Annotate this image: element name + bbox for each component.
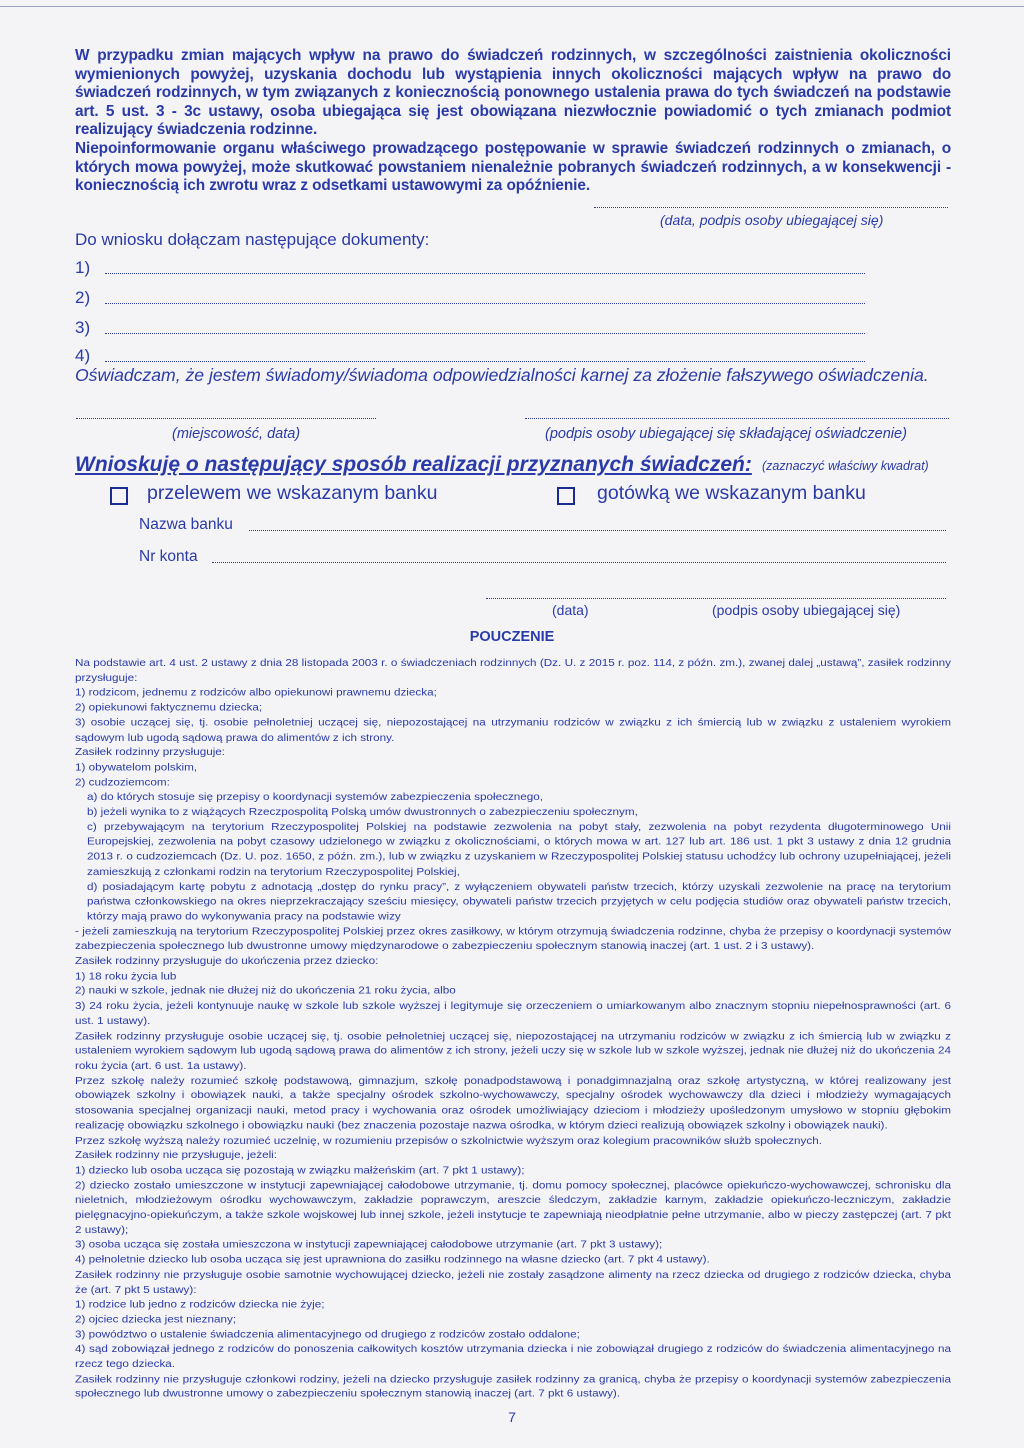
instruction-line: 3) osobie uczącej się, tj. osobie pełnoletniej uczącej się, niepozostającej na utrzymaniu rodziców w związku z ich śmiercią lub w związku z ustaleniem wyrokiem sądowym lub ugodą sądową prawa do alimentów z ich strony. xyxy=(75,716,951,744)
payment-sign-caption: (podpis osoby ubiegającej się) xyxy=(712,602,901,618)
instruction-line: 1) rodzice lub jedno z rodziców dziecka nie żyje; xyxy=(75,1298,325,1311)
instruction-line: 2) opiekunowi faktycznemu dziecka; xyxy=(75,701,263,714)
document-field-1[interactable] xyxy=(105,273,865,274)
signature-line-1[interactable] xyxy=(594,207,948,208)
instruction-line: d) posiadającym kartę pobytu z adnotacją „dostęp do rynku pracy”, z wyłączeniem obywateli państw trzecich, którzy uzyskali zezwolenie na pracę na terytorium państwa członkowskiego na okres nieprzekraczający sześciu miesięcy, obywateli państw trzecich przyjętych w celu podjęcia studiów oraz obywateli państw trzecich, którzy mają prawo do wykonywania pracy na podstawie wizy xyxy=(87,880,951,923)
top-rule xyxy=(0,6,1024,7)
instruction-line: Zasiłek rodzinny przysługuje osobie uczącej się, tj. osobie pełnoletniej uczącej się, niepozostającej na utrzymaniu rodziców w związku z ich śmiercią lub w związku z ustaleniem wyrokiem sądowym lub ugodą sądową prawa do alimentów z ich strony, jeżeli uczy się w szkole lub w szkole wyższej, jednak nie dłużej niż do ukończenia 24 roku życia (art. 6 ust. 1a ustawy). xyxy=(75,1029,951,1072)
instruction-line: Na podstawie art. 4 ust. 2 ustawy z dnia 28 listopada 2003 r. o świadczeniach rodzinnych (Dz. U. z 2015 r. poz. 114, z późn. zm.), zwanej dalej „ustawą”, zasiłek rodzinny przysługuje: xyxy=(75,656,951,684)
payment-date-caption: (data) xyxy=(552,602,589,618)
payment-note: (zaznaczyć właściwy kwadrat) xyxy=(762,459,929,473)
cash-option-label: gotówką we wskazanym banku xyxy=(597,482,866,504)
instruction-line: 1) obywatelom polskim, xyxy=(75,761,198,773)
payment-heading: Wnioskuję o następujący sposób realizacji przyznanych świadczeń: xyxy=(75,453,752,476)
instruction-line: 3) 24 roku życia, jeżeli kontynuuje naukę w szkole lub szkole wyższej i legitymuje się orzeczeniem o umiarkowanym albo znacznym stopniu niepełnosprawności (art. 6 ust. 1 ustawy). xyxy=(75,1000,951,1027)
declarant-signature-line[interactable] xyxy=(525,418,949,419)
instruction-line: Przez szkołę należy rozumieć szkołę podstawową, gimnazjum, szkołę ponadpodstawową i ponadgimnazjalną oraz szkołę artystyczną, w której realizowany jest obowiązek szkolny i obowiązek nauki, a także specjalny ośrodek szkolno-wychowawczy, specjalny ośrodek wychowawczy dla dzieci i młodzieży wymagających stosowania specjalnej organizacji nauki, metod pracy i wychowania oraz ośrodek umożliwiający dzieciom i młodzieży upośledzonym umysłowo w stopniu głębokim realizację obowiązku szkolnego i obowiązku nauki (bez znaczenia pozostaje nazwa ośrodka, w którym dzieci realizują obowiązek szkolny i obowiązek nauki). xyxy=(75,1074,951,1132)
instruction-line: b) jeżeli wynika to z wiążących Rzeczpospolitą Polską umów dwustronnych o zabezpieczeniu społecznym, xyxy=(87,806,638,818)
instruction-text xyxy=(75,656,951,1402)
page-number: 7 xyxy=(508,1409,516,1425)
instruction-line: 3) osoba ucząca się została umieszczona w instytucji zapewniającej całodobowe utrzymanie (art. 7 pkt 3 ustawy); xyxy=(75,1238,663,1251)
place-date-caption: (miejscowość, data) xyxy=(172,426,301,442)
bank-name-field[interactable] xyxy=(249,530,946,531)
instruction-line: 2) dziecko zostało umieszczone w instytucji zapewniającej całodobowe utrzymanie, tj. domu pomocy społecznej, placówce opiekuńczo-wychowawczej, schronisku dla nieletnich, młodzieżowym ośrodku wychowawczym, zakładzie poprawczym, areszcie śledczym, zakładzie karnym, zakładzie opiekuńczo-leczniczym, zakładzie pielęgnacyjno-opiekuńczym, a także szkole wojskowej lub innej szkole, jeżeli instytucje te zapewniają nieodpłatnie pełne utrzymanie, albo w pieczy zastępczej (art. 7 pkt 2 ustawy); xyxy=(75,1179,951,1236)
document-field-3[interactable] xyxy=(105,333,865,334)
instruction-line: 2) nauki w szkole, jednak nie dłużej niż do ukończenia 21 roku życia, albo xyxy=(75,985,456,997)
instruction-line: 1) 18 roku życia lub xyxy=(75,970,177,982)
instruction-line: Zasiłek rodzinny przysługuje: xyxy=(75,746,226,759)
document-field-2[interactable] xyxy=(105,303,865,304)
instruction-line: Zasiłek rodzinny nie przysługuje osobie samotnie wychowującej dziecko, jeżeli nie zostały zasądzone alimenty na rzecz dziecka od drugiego z rodziców dziecka, chyba że (art. 7 pkt 5 ustawy): xyxy=(75,1268,951,1296)
instruction-line: c) przebywającym na terytorium Rzeczypospolitej Polskiej na podstawie zezwolenia na pobyt stały, zezwolenia na pobyt rezydenta długoterminowego Unii Europejskiej, zezwolenia na pobyt czasowy udzielonego w związku z okolicznościami, o których mowa w art. 127 lub art. 186 ust. 1 pkt 3 ustawy z dnia 12 grudnia 2013 r. o cudzoziemcach (Dz. U. poz. 1650, z późn. zm.), lub w związku z uzyskaniem w Rzeczypospolitej Polskiej statusu uchodźcy lub ochrony uzupełniającej, jeżeli zamieszkują z członkami rodzin na terytorium Rzeczypospolitej Polskiej, xyxy=(87,821,951,878)
account-field[interactable] xyxy=(212,562,946,563)
instruction-line: Zasiłek rodzinny przysługuje do ukończenia przez dziecko: xyxy=(75,955,379,967)
instruction-line: 4) pełnoletnie dziecko lub osoba ucząca się jest uprawniona do zasiłku rodzinnego na własne dziecko (art. 7 pkt 4 ustawy). xyxy=(75,1253,710,1266)
payment-signature-line[interactable] xyxy=(486,598,946,599)
document-number: 1) xyxy=(75,258,91,277)
transfer-checkbox[interactable] xyxy=(110,487,128,505)
signature-caption-1: (data, podpis osoby ubiegającej się) xyxy=(660,212,884,228)
instruction-title: POUCZENIE xyxy=(469,629,555,645)
place-date-line[interactable] xyxy=(76,418,376,419)
account-label: Nr konta xyxy=(139,548,198,565)
instruction-line: 1) dziecko lub osoba ucząca się pozostają w związku małżeńskim (art. 7 pkt 1 ustawy); xyxy=(75,1164,525,1176)
instruction-line: a) do których stosuje się przepisy o koordynacji systemów zabezpieczenia społecznego, xyxy=(87,791,544,803)
transfer-option-label: przelewem we wskazanym banku xyxy=(147,482,438,504)
instruction-line: 3) powództwo o ustalenie świadczenia alimentacyjnego od drugiego z rodziców zostało oddalone; xyxy=(75,1328,580,1341)
document-field-4[interactable] xyxy=(105,361,865,362)
instruction-line: 2) ojciec dziecka jest nieznany; xyxy=(75,1313,237,1326)
change-notice xyxy=(75,47,951,196)
cash-checkbox[interactable] xyxy=(557,487,575,505)
declarant-caption: (podpis osoby ubiegającej się składającej oświadczenie) xyxy=(545,426,907,442)
bank-name-label: Nazwa banku xyxy=(139,516,233,533)
documents-heading: Do wniosku dołączam następujące dokumenty: xyxy=(75,230,430,249)
instruction-line: Zasiłek rodzinny nie przysługuje członkowi rodziny, jeżeli na dziecko przysługuje zasiłek rodzinny za granicą, chyba że przepisy o koordynacji systemów zabezpieczenia społecznego lub dwustronne umowy o zabezpieczeniu społecznym stanowią inaczej (art. 7 pkt 6 ustawy). xyxy=(75,1373,951,1400)
instruction-line: 4) sąd zobowiązał jednego z rodziców do ponoszenia całkowitych kosztów utrzymania dziecka i nie zobowiązał drugiego z rodziców do świadczenia alimentacyjnego na rzecz tego dziecka. xyxy=(75,1343,951,1370)
notice-paragraph-2: Niepoinformowanie organu właściwego prowadzącego postępowanie w sprawie świadczeń rodzinnych o zmianach, o których mowa powyżej, może skutkować powstaniem nienależnie pobranych świadczeń rodzinnych, a w konsekwencji - koniecznością ich zwrotu wraz z odsetkami ustawowymi za opóźnienie. xyxy=(75,139,951,195)
document-number: 2) xyxy=(75,288,91,307)
instruction-line: Zasiłek rodzinny nie przysługuje, jeżeli: xyxy=(75,1149,278,1161)
instruction-line: 1) rodzicom, jednemu z rodziców albo opiekunowi prawnemu dziecka; xyxy=(75,686,437,699)
notice-paragraph-1: W przypadku zmian mających wpływ na prawo do świadczeń rodzinnych, w szczególności zaistnienia okoliczności wymienionych powyżej, uzyskania dochodu lub wystąpienia innych okoliczności mających wpływ na prawo do świadczeń rodzinnych, w tym związanych z koniecznością ponownego ustalenia prawa do tych świadczeń na podstawie art. 5 ust. 3 - 3c ustawy, osoba ubiegająca się jest obowiązana niezwłocznie powiadomić o tych zmianach podmiot realizujący świadczenia rodzinne. xyxy=(75,47,951,139)
instruction-line: - jeżeli zamieszkują na terytorium Rzeczypospolitej Polskiej przez okres zasiłkowy, w którym otrzymują świadczenia rodzinne, chyba że przepisy o koordynacji systemów zabezpieczenia społecznego lub dwustronne umowy międzynarodowe o zabezpieczeniu społecznym stanowią inaczej (art. 1 ust. 2 i 3 ustawy). xyxy=(75,925,951,953)
document-number: 4) xyxy=(75,346,91,365)
oath-statement: Oświadczam, że jestem świadomy/świadoma odpowiedzialności karnej za złożenie fałszywego oświadczenia. xyxy=(75,365,929,385)
document-number: 3) xyxy=(75,318,91,337)
instruction-line: Przez szkołę wyższą należy rozumieć uczelnię, w rozumieniu przepisów o szkolnictwie wyższym oraz kolegium pracowników służb społecznych. xyxy=(75,1134,822,1147)
instruction-line: 2) cudzoziemcom: xyxy=(75,776,170,788)
